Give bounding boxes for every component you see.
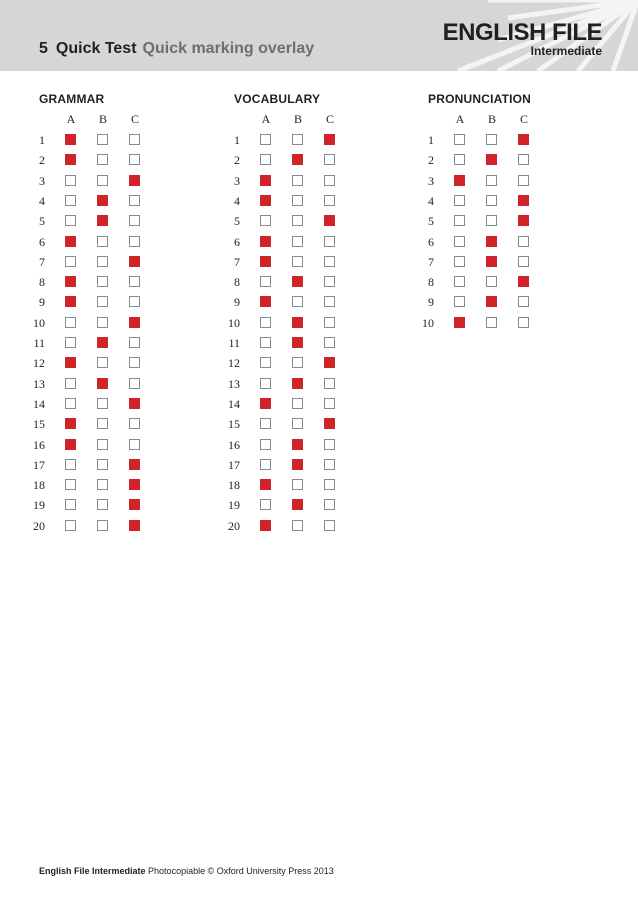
question-row <box>228 396 414 417</box>
answer-box-a <box>260 154 271 165</box>
answer-box-c <box>129 296 140 307</box>
question-row <box>228 437 414 458</box>
column-header-a: A <box>455 112 465 126</box>
answer-box-b <box>486 276 497 287</box>
answer-box-a <box>260 499 271 510</box>
answer-box-b-marked <box>292 439 303 450</box>
answer-box-b-marked <box>292 499 303 510</box>
section-title: VOCABULARY <box>234 92 321 106</box>
answer-box-a <box>454 296 465 307</box>
question-number: 12 <box>33 356 45 371</box>
column-header-c: C <box>130 112 139 126</box>
answer-box-b <box>486 317 497 328</box>
answer-box-c <box>129 154 140 165</box>
question-row <box>228 457 414 478</box>
question-row <box>33 417 219 437</box>
answer-box-c <box>129 236 140 247</box>
question-number: 4 <box>39 193 45 208</box>
answer-box-c <box>324 398 335 409</box>
question-number: 18 <box>228 478 240 493</box>
answer-box-c <box>518 154 529 165</box>
question-row <box>428 194 608 214</box>
question-row <box>33 498 219 518</box>
answer-box-a <box>65 398 76 409</box>
answer-box-b <box>97 479 108 490</box>
answer-box-c <box>129 337 140 348</box>
answer-box-b-marked <box>97 337 108 348</box>
answer-box-c <box>324 439 335 450</box>
answer-box-b-marked <box>486 154 497 165</box>
answer-box-c-marked <box>324 357 335 368</box>
answer-box-a <box>454 215 465 226</box>
section-title: GRAMMAR <box>39 92 105 106</box>
question-row <box>428 133 608 153</box>
question-number: 14 <box>228 396 240 411</box>
answer-box-a <box>454 154 465 165</box>
answer-box-a <box>260 357 271 368</box>
answer-box-b <box>97 499 108 510</box>
answer-box-a <box>260 378 271 389</box>
question-number: 20 <box>33 518 45 533</box>
column-header-b: B <box>487 112 496 126</box>
footer-rights: Photocopiable © Oxford University Press 2013 <box>148 866 334 876</box>
answer-box-a <box>454 134 465 145</box>
question-number: 10 <box>422 315 434 330</box>
answer-box-b-marked <box>97 378 108 389</box>
question-number: 2 <box>234 153 240 168</box>
answer-box-b-marked <box>292 459 303 470</box>
answer-box-a <box>65 459 76 470</box>
answer-box-b <box>292 236 303 247</box>
answer-box-b-marked <box>486 256 497 267</box>
answer-box-b <box>292 520 303 531</box>
answer-box-b <box>292 134 303 145</box>
answer-box-a-marked <box>260 175 271 186</box>
answer-box-a-marked <box>454 175 465 186</box>
answer-box-a-marked <box>260 398 271 409</box>
answer-box-c-marked <box>324 418 335 429</box>
answer-box-b <box>97 398 108 409</box>
answer-box-b <box>292 215 303 226</box>
answer-box-b <box>292 175 303 186</box>
answer-box-c <box>324 256 335 267</box>
answer-box-a <box>65 499 76 510</box>
question-number: 7 <box>234 254 240 269</box>
answer-box-a <box>260 337 271 348</box>
question-number: 7 <box>428 254 434 269</box>
answer-box-a-marked <box>65 276 76 287</box>
answer-box-b <box>486 195 497 206</box>
answer-box-c <box>129 215 140 226</box>
column-header-b: B <box>98 112 107 126</box>
question-row <box>234 235 414 255</box>
answer-box-b <box>292 398 303 409</box>
question-number: 11 <box>228 336 240 350</box>
answer-box-c <box>324 337 335 348</box>
question-row <box>39 174 219 194</box>
answer-box-a <box>65 317 76 328</box>
answer-box-a <box>65 256 76 267</box>
answer-box-b <box>292 418 303 429</box>
page-title <box>39 40 314 58</box>
answer-box-a <box>454 236 465 247</box>
answer-box-b <box>292 256 303 267</box>
answer-box-a-marked <box>65 439 76 450</box>
question-row <box>234 153 414 173</box>
footer-book-title: English File Intermediate <box>39 866 146 876</box>
question-row <box>33 376 219 397</box>
answer-box-c <box>129 134 140 145</box>
answer-box-a-marked <box>65 154 76 165</box>
answer-box-c-marked <box>518 134 529 145</box>
answer-box-a <box>260 317 271 328</box>
question-row <box>228 417 414 437</box>
question-number: 15 <box>33 417 45 432</box>
answer-box-a <box>65 378 76 389</box>
answer-box-a <box>454 256 465 267</box>
answer-box-c <box>518 296 529 307</box>
answer-box-b <box>486 175 497 186</box>
column-header-a: A <box>66 112 76 126</box>
answer-box-b <box>97 357 108 368</box>
answer-box-b <box>292 357 303 368</box>
answer-box-c <box>129 276 140 287</box>
answer-box-c <box>324 520 335 531</box>
question-number: 3 <box>234 173 240 188</box>
question-row <box>39 275 219 295</box>
answer-box-c <box>324 195 335 206</box>
answer-box-c <box>518 236 529 247</box>
answer-box-a <box>65 337 76 348</box>
question-number: 18 <box>33 478 45 493</box>
question-number: 12 <box>228 356 240 371</box>
question-row <box>33 457 219 478</box>
question-number: 1 <box>428 133 434 147</box>
answer-box-a-marked <box>65 418 76 429</box>
question-row <box>428 295 608 315</box>
question-row <box>39 214 219 234</box>
answer-box-b-marked <box>292 317 303 328</box>
answer-box-c <box>518 256 529 267</box>
answer-box-a-marked <box>65 357 76 368</box>
answer-box-b-marked <box>292 276 303 287</box>
question-row <box>428 255 608 275</box>
question-row <box>39 133 219 153</box>
question-number: 10 <box>228 315 240 330</box>
brand-name: ENGLISH FILE <box>442 19 602 46</box>
question-number: 15 <box>228 417 240 432</box>
question-row <box>234 174 414 194</box>
answer-box-c-marked <box>129 499 140 510</box>
answer-box-a <box>65 175 76 186</box>
question-row <box>33 336 219 356</box>
answer-box-a <box>260 215 271 226</box>
answer-box-c <box>129 418 140 429</box>
answer-box-b <box>97 296 108 307</box>
answer-box-b <box>97 459 108 470</box>
answer-box-c-marked <box>129 175 140 186</box>
answer-box-c-marked <box>518 215 529 226</box>
question-row <box>33 396 219 417</box>
question-number: 4 <box>234 193 240 208</box>
question-row <box>33 478 219 498</box>
question-row <box>33 437 219 458</box>
question-number: 11 <box>33 336 45 350</box>
question-row <box>33 356 219 376</box>
answer-box-a-marked <box>260 479 271 490</box>
question-row <box>428 235 608 255</box>
answer-box-c-marked <box>129 479 140 490</box>
question-number: 8 <box>39 275 45 290</box>
section-title: PRONUNCIATION <box>428 92 532 106</box>
answer-box-c-marked <box>518 195 529 206</box>
answer-box-a-marked <box>454 317 465 328</box>
header-band <box>0 0 638 71</box>
question-row <box>428 275 608 295</box>
answer-box-c <box>129 439 140 450</box>
question-row <box>228 478 414 498</box>
question-number: 10 <box>33 315 45 330</box>
answer-box-b <box>292 296 303 307</box>
answer-box-b <box>292 479 303 490</box>
answer-box-c <box>324 175 335 186</box>
answer-box-a <box>454 195 465 206</box>
question-number: 3 <box>39 173 45 188</box>
question-number: 3 <box>428 173 434 188</box>
answer-box-a-marked <box>65 236 76 247</box>
answer-box-b <box>292 195 303 206</box>
question-row <box>228 518 414 539</box>
answer-box-c <box>518 175 529 186</box>
answer-box-a-marked <box>260 520 271 531</box>
answer-box-c <box>324 276 335 287</box>
answer-box-c-marked <box>129 317 140 328</box>
answer-box-c <box>324 459 335 470</box>
question-number: 8 <box>234 275 240 290</box>
answer-box-b <box>486 215 497 226</box>
column-header-c: C <box>519 112 528 126</box>
column-header-c: C <box>325 112 334 126</box>
question-row <box>228 336 414 356</box>
question-row <box>234 194 414 214</box>
question-number: 16 <box>33 437 45 452</box>
question-number: 6 <box>39 234 45 249</box>
question-number: 1 <box>39 133 45 147</box>
page-subtitle: Quick marking overlay <box>142 40 315 57</box>
answer-box-c <box>129 195 140 206</box>
question-row <box>228 356 414 376</box>
answer-box-b <box>97 520 108 531</box>
answer-box-c-marked <box>129 256 140 267</box>
question-row <box>228 376 414 397</box>
answer-box-b-marked <box>97 215 108 226</box>
question-row <box>39 194 219 214</box>
answer-box-c <box>324 317 335 328</box>
answer-box-a <box>65 520 76 531</box>
question-number: 9 <box>39 295 45 310</box>
answer-box-a <box>260 276 271 287</box>
answer-box-a <box>65 195 76 206</box>
answer-box-b <box>97 256 108 267</box>
answer-box-a-marked <box>260 296 271 307</box>
question-number: 9 <box>428 295 434 310</box>
answer-box-b-marked <box>292 154 303 165</box>
question-number: 17 <box>228 457 240 472</box>
question-number: 14 <box>33 396 45 411</box>
test-number: 5 <box>39 40 48 57</box>
answer-box-b <box>97 134 108 145</box>
question-number: 7 <box>39 254 45 269</box>
answer-box-c <box>324 236 335 247</box>
question-number: 4 <box>428 193 434 208</box>
question-row <box>39 295 219 315</box>
answer-box-a <box>454 276 465 287</box>
answer-box-c-marked <box>324 134 335 145</box>
answer-box-c-marked <box>129 520 140 531</box>
answer-box-b-marked <box>486 236 497 247</box>
question-number: 13 <box>228 376 240 391</box>
answer-box-b-marked <box>292 337 303 348</box>
question-row <box>234 295 414 315</box>
question-row <box>428 174 608 194</box>
answer-box-b <box>97 276 108 287</box>
answer-box-b-marked <box>97 195 108 206</box>
question-number: 17 <box>33 457 45 472</box>
answer-box-c-marked <box>129 459 140 470</box>
question-number: 6 <box>234 234 240 249</box>
question-number: 5 <box>234 214 240 229</box>
question-number: 5 <box>428 214 434 229</box>
question-number: 1 <box>234 133 240 147</box>
question-row <box>234 214 414 234</box>
answer-box-b-marked <box>292 378 303 389</box>
answer-box-b <box>97 175 108 186</box>
answer-box-c-marked <box>518 276 529 287</box>
question-number: 19 <box>33 498 45 513</box>
answer-box-a-marked <box>260 195 271 206</box>
answer-box-b <box>97 418 108 429</box>
answer-box-c-marked <box>129 398 140 409</box>
question-number: 19 <box>228 498 240 513</box>
question-row <box>428 214 608 234</box>
answer-box-b <box>97 317 108 328</box>
question-row <box>428 153 608 173</box>
answer-box-b <box>486 134 497 145</box>
footer <box>39 866 334 876</box>
column-header-b: B <box>293 112 302 126</box>
question-number: 16 <box>228 437 240 452</box>
question-row <box>39 255 219 275</box>
answer-box-a <box>65 479 76 490</box>
question-number: 2 <box>428 153 434 168</box>
answer-box-a <box>65 215 76 226</box>
answer-box-a <box>260 134 271 145</box>
brand-logo <box>443 20 602 58</box>
question-row <box>39 235 219 255</box>
answer-box-b-marked <box>486 296 497 307</box>
answer-box-b <box>97 439 108 450</box>
answer-box-c <box>129 378 140 389</box>
brand-level: Intermediate <box>530 44 602 58</box>
question-number: 9 <box>234 295 240 310</box>
question-number: 20 <box>228 518 240 533</box>
question-row <box>422 315 608 336</box>
answer-box-c <box>324 154 335 165</box>
test-label: Quick Test <box>55 40 137 57</box>
answer-box-a-marked <box>65 296 76 307</box>
question-number: 2 <box>39 153 45 168</box>
question-row <box>33 518 219 539</box>
answer-box-a-marked <box>65 134 76 145</box>
question-row <box>234 275 414 295</box>
answer-box-b <box>97 154 108 165</box>
answer-box-c <box>324 296 335 307</box>
answer-box-c <box>129 357 140 368</box>
answer-box-a <box>260 439 271 450</box>
answer-box-c <box>324 499 335 510</box>
question-number: 5 <box>39 214 45 229</box>
answer-box-c <box>518 317 529 328</box>
question-row <box>234 133 414 153</box>
answer-box-c-marked <box>324 215 335 226</box>
answer-box-a <box>260 459 271 470</box>
question-number: 13 <box>33 376 45 391</box>
question-number: 6 <box>428 234 434 249</box>
answer-box-c <box>324 378 335 389</box>
answer-box-c <box>324 479 335 490</box>
answer-box-b <box>97 236 108 247</box>
answer-box-a-marked <box>260 236 271 247</box>
question-row <box>39 153 219 173</box>
question-number: 8 <box>428 275 434 290</box>
question-row <box>228 498 414 518</box>
question-row <box>33 315 219 336</box>
question-row <box>234 255 414 275</box>
answer-box-a <box>260 418 271 429</box>
column-header-a: A <box>261 112 271 126</box>
question-row <box>228 315 414 336</box>
answer-box-a-marked <box>260 256 271 267</box>
